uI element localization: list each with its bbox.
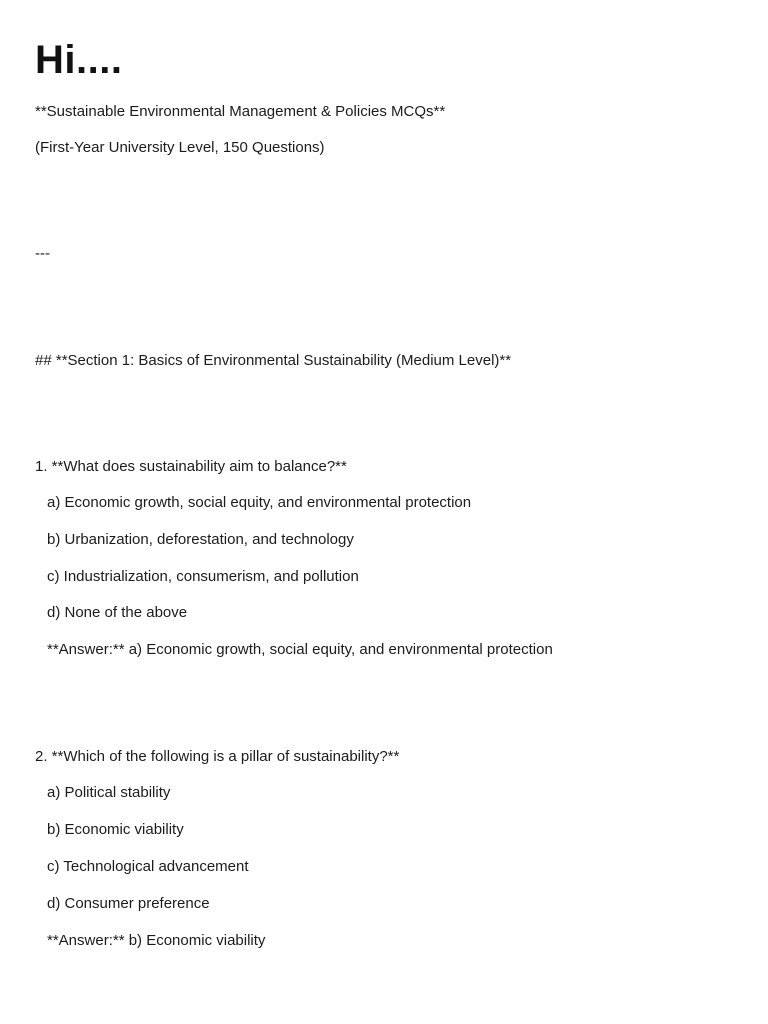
section-title: ## **Section 1: Basics of Environmental Sustainability (Medium Level)** xyxy=(35,352,512,369)
answer-option: a) Economic growth, social equity, and environmental protection xyxy=(47,494,472,511)
page-title: Hi.... xyxy=(35,38,123,82)
document-subheading: (First-Year University Level, 150 Questions) xyxy=(35,139,325,156)
answer-option: b) Urbanization, deforestation, and technology xyxy=(47,531,354,548)
answer-option: b) Economic viability xyxy=(47,821,184,838)
question-text: 1. **What does sustainability aim to balance?** xyxy=(35,458,347,475)
correct-answer: **Answer:** a) Economic growth, social equity, and environmental protection xyxy=(47,641,553,658)
answer-option: a) Political stability xyxy=(47,784,171,801)
document-heading: **Sustainable Environmental Management & Policies MCQs** xyxy=(35,103,446,120)
separator: --- xyxy=(35,245,50,262)
answer-option: c) Technological advancement xyxy=(47,858,249,875)
question-text: 2. **Which of the following is a pillar of sustainability?** xyxy=(35,748,400,765)
answer-option: d) Consumer preference xyxy=(47,895,210,912)
correct-answer: **Answer:** b) Economic viability xyxy=(47,932,266,949)
answer-option: d) None of the above xyxy=(47,604,188,621)
answer-option: c) Industrialization, consumerism, and pollution xyxy=(47,568,359,585)
